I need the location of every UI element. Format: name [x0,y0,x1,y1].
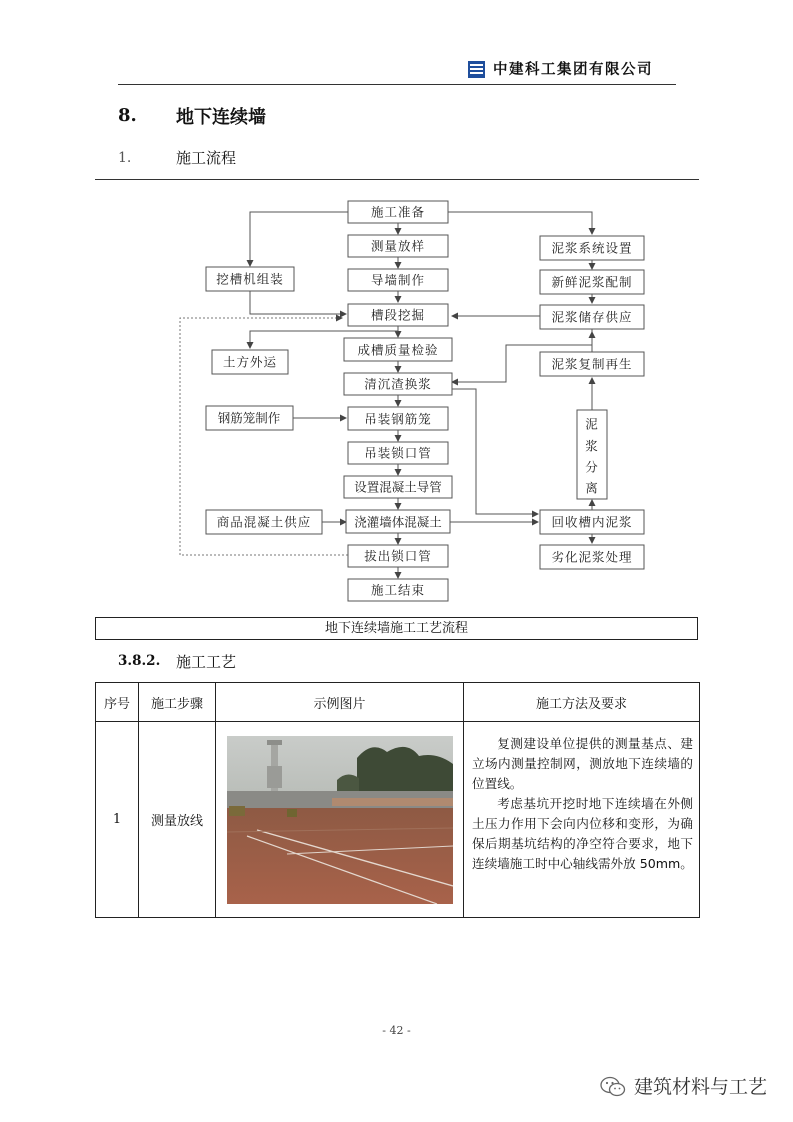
svg-text:离: 离 [585,480,599,496]
svg-text:拔出锁口管: 拔出锁口管 [364,548,432,564]
svg-text:施工准备: 施工准备 [370,204,426,220]
flow-box-main-1 [348,235,448,257]
header-company-name: 中建科工集团有限公司 [493,62,653,78]
header-photo: 示例图片 [216,683,464,722]
method-paragraph-2: 考虑基坑开挖时地下连续墙在外侧土压力作用下会向内位移和变形，为确保后期基坑结构的净空符合要求，地下连续墙施工时中心轴线需外放 50mm。 [472,796,693,871]
flow-box-main-10 [348,545,448,567]
flow-box-main-9 [346,510,450,533]
svg-text:劣化泥浆处理: 劣化泥浆处理 [551,549,633,565]
header-step: 施工步骤 [139,683,216,722]
flow-box-left-1 [212,350,288,374]
svg-text:泥: 泥 [585,416,599,432]
flow-box-right-0 [540,236,644,260]
subsection-title: 施工流程 [176,149,237,167]
table-row [96,722,700,918]
page-number: - 42 - [382,1024,411,1037]
flowchart-caption: 地下连续墙施工工艺流程 [95,617,698,640]
process-table [95,682,700,918]
svg-text:导墙制作: 导墙制作 [370,272,426,288]
svg-text:浇灌墙体混凝土: 浇灌墙体混凝土 [354,514,442,530]
survey-site-photo [227,736,453,904]
flow-box-main-7 [348,442,448,464]
svg-text:泥浆储存供应: 泥浆储存供应 [551,309,633,325]
flow-box-main-6 [348,407,448,430]
svg-text:成槽质量检验: 成槽质量检验 [357,342,439,358]
flow-box-left-0 [206,267,294,291]
svg-text:设置混凝土导管: 设置混凝土导管 [354,479,442,495]
svg-text:吊装锁口管: 吊装锁口管 [364,445,432,461]
header-no: 序号 [96,683,139,722]
row-no: 1 [96,722,139,918]
svg-text:钢筋笼制作: 钢筋笼制作 [217,410,281,426]
svg-text:吊装钢筋笼: 吊装钢筋笼 [364,411,432,427]
svg-text:浆: 浆 [585,438,599,454]
flow-box-right-5 [540,510,644,534]
watermark-text: 建筑材料与工艺 [634,1076,768,1098]
svg-text:商品混凝土供应: 商品混凝土供应 [216,514,312,530]
row-step: 测量放线 [139,722,216,918]
section-title: 地下连续墙 [176,107,266,128]
row-method [464,722,700,918]
flow-box-main-3 [348,304,448,326]
flow-box-right-3 [540,352,644,376]
flow-box-main-11 [348,579,448,601]
subsection-number: 1. [118,150,132,166]
flow-box-left-3 [206,510,322,534]
svg-text:施工结束: 施工结束 [370,582,426,598]
flow-box-right-2 [540,305,644,329]
svg-text:回收槽内泥浆: 回收槽内泥浆 [551,514,633,530]
svg-text:土方外运: 土方外运 [222,354,278,370]
table-header-row [96,683,700,722]
section-number: 8. [118,105,137,126]
svg-text:挖槽机组装: 挖槽机组装 [216,271,284,287]
svg-text:新鲜泥浆配制: 新鲜泥浆配制 [551,274,633,290]
subsection2-title: 施工工艺 [176,653,237,671]
svg-text:泥浆复制再生: 泥浆复制再生 [551,356,633,372]
flow-box-main-0 [348,201,448,223]
row-photo-cell [216,722,464,918]
flow-box-main-4 [344,338,452,361]
svg-text:清沉渣换浆: 清沉渣换浆 [364,376,432,392]
flow-box-left-2 [206,406,293,430]
subsection2-number: 3.8.2. [118,653,161,669]
flow-box-right-4 [577,410,607,499]
svg-text:分: 分 [585,459,599,475]
flow-box-main-2 [348,269,448,291]
header-method: 施工方法及要求 [464,683,700,722]
svg-text:泥浆系统设置: 泥浆系统设置 [551,240,633,256]
flow-box-right-6 [540,545,644,569]
flow-box-main-8 [344,476,452,498]
svg-text:测量放样: 测量放样 [370,238,426,254]
svg-text:槽段挖掘: 槽段挖掘 [370,307,426,323]
wechat-icon [600,1076,626,1098]
flow-box-right-1 [540,270,644,294]
method-paragraph-1: 复测建设单位提供的测量基点、建立场内测量控制网，测放地下连续墙的位置线。 [472,736,693,791]
flow-box-main-5 [344,373,452,395]
